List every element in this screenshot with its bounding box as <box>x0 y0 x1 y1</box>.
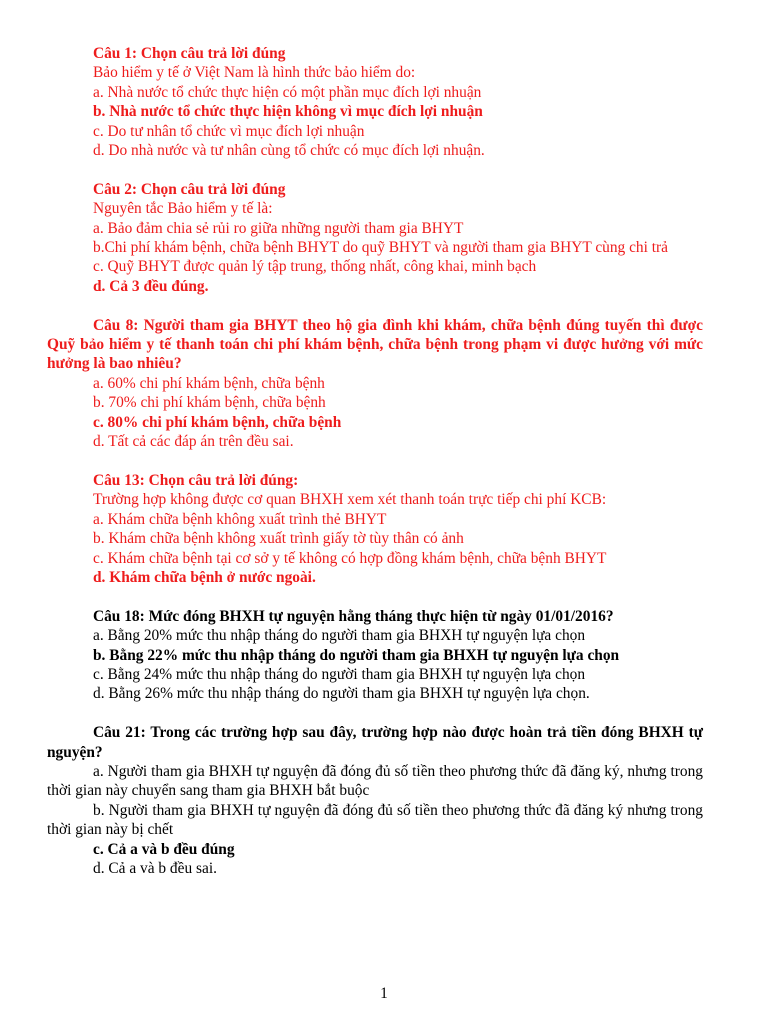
option-a: a. Khám chữa bệnh không xuất trình thẻ BHYT <box>93 510 387 528</box>
question-21 <box>47 723 703 878</box>
option-b: b. Người tham gia BHXH tự nguyện đã đóng đủ số tiền theo phương thức đã đăng ký nhưng trong thời gian này bị chết <box>47 801 703 839</box>
option-c-correct: c. Cả a và b đều đúng <box>93 840 235 858</box>
question-title: Câu 1: Chọn câu trả lời đúng <box>93 45 286 62</box>
option-a: a. Nhà nước tổ chức thực hiện có một phần mục đích lợi nhuận <box>93 83 482 101</box>
option-c: c. Khám chữa bệnh tại cơ sở y tế không có hợp đồng khám bệnh, chữa bệnh BHYT <box>93 549 607 567</box>
option-c-correct: c. 80% chi phí khám bệnh, chữa bệnh <box>93 413 342 431</box>
option-d: d. Do nhà nước và tư nhân cùng tổ chức có mục đích lợi nhuận. <box>93 142 485 160</box>
question-18 <box>47 607 703 704</box>
option-a: a. Người tham gia BHXH tự nguyện đã đóng đủ số tiền theo phương thức đã đăng ký, nhưng trong thời gian này chuyển sang tham gia BHXH bắt buộc <box>47 762 703 800</box>
option-b: b. Khám chữa bệnh không xuất trình giấy tờ tùy thân có ảnh <box>93 530 464 548</box>
option-d-correct: d. Khám chữa bệnh ở nước ngoài. <box>93 568 316 586</box>
option-d: d. Tất cả các đáp án trên đều sai. <box>93 433 294 451</box>
question-title: Câu 21: Trong các trường hợp sau đây, trường hợp nào được hoàn trả tiền đóng BHXH tự nguyện? <box>47 724 703 761</box>
page-number: 1 <box>380 985 388 1002</box>
option-b: b. 70% chi phí khám bệnh, chữa bệnh <box>93 394 326 412</box>
option-d-correct: d. Cả 3 đều đúng. <box>93 277 209 295</box>
question-prompt: Bảo hiểm y tế ở Việt Nam là hình thức bảo hiểm do: <box>93 64 416 82</box>
option-a: a. 60% chi phí khám bệnh, chữa bệnh <box>93 374 325 392</box>
option-b: b.Chi phí khám bệnh, chữa bệnh BHYT do quỹ BHYT và người tham gia BHYT cùng chi trả <box>93 239 668 257</box>
option-a: a. Bảo đảm chia sẻ rủi ro giữa những người tham gia BHYT <box>93 219 464 237</box>
document-body <box>47 44 703 898</box>
option-c: c. Bằng 24% mức thu nhập tháng do người tham gia BHXH tự nguyện lựa chọn <box>93 665 586 683</box>
option-b-correct: b. Bằng 22% mức thu nhập tháng do người tham gia BHXH tự nguyện lựa chọn <box>93 646 620 664</box>
option-b-correct: b. Nhà nước tổ chức thực hiện không vì mục đích lợi nhuận <box>93 103 483 121</box>
question-title: Câu 13: Chọn câu trả lời đúng: <box>93 471 299 489</box>
question-13 <box>47 471 703 587</box>
question-1 <box>47 44 703 160</box>
question-2 <box>47 180 703 296</box>
option-c: c. Quỹ BHYT được quản lý tập trung, thống nhất, công khai, minh bạch <box>93 258 537 276</box>
option-d: d. Cả a và b đều sai. <box>93 859 217 877</box>
question-title: Câu 2: Chọn câu trả lời đúng <box>93 180 286 198</box>
question-prompt: Nguyên tắc Bảo hiểm y tế là: <box>93 200 273 218</box>
question-title: Câu 8: Người tham gia BHYT theo hộ gia đình khi khám, chữa bệnh đúng tuyến thì được Quỹ bảo hiểm y tế thanh toán chi phí khám bệnh, chữa bệnh trong phạm vi được hưởng với mức hưởng là bao nhiêu? <box>47 316 703 373</box>
question-8 <box>47 316 703 452</box>
option-a: a. Bằng 20% mức thu nhập tháng do người tham gia BHXH tự nguyện lựa chọn <box>93 627 586 645</box>
option-c: c. Do tư nhân tổ chức vì mục đích lợi nhuận <box>93 122 365 140</box>
question-prompt: Trường hợp không được cơ quan BHXH xem xét thanh toán trực tiếp chi phí KCB: <box>93 491 607 509</box>
option-d: d. Bằng 26% mức thu nhập tháng do người tham gia BHXH tự nguyện lựa chọn. <box>93 685 590 703</box>
question-title: Câu 18: Mức đóng BHXH tự nguyện hằng tháng thực hiện từ ngày 01/01/2016? <box>93 607 614 625</box>
